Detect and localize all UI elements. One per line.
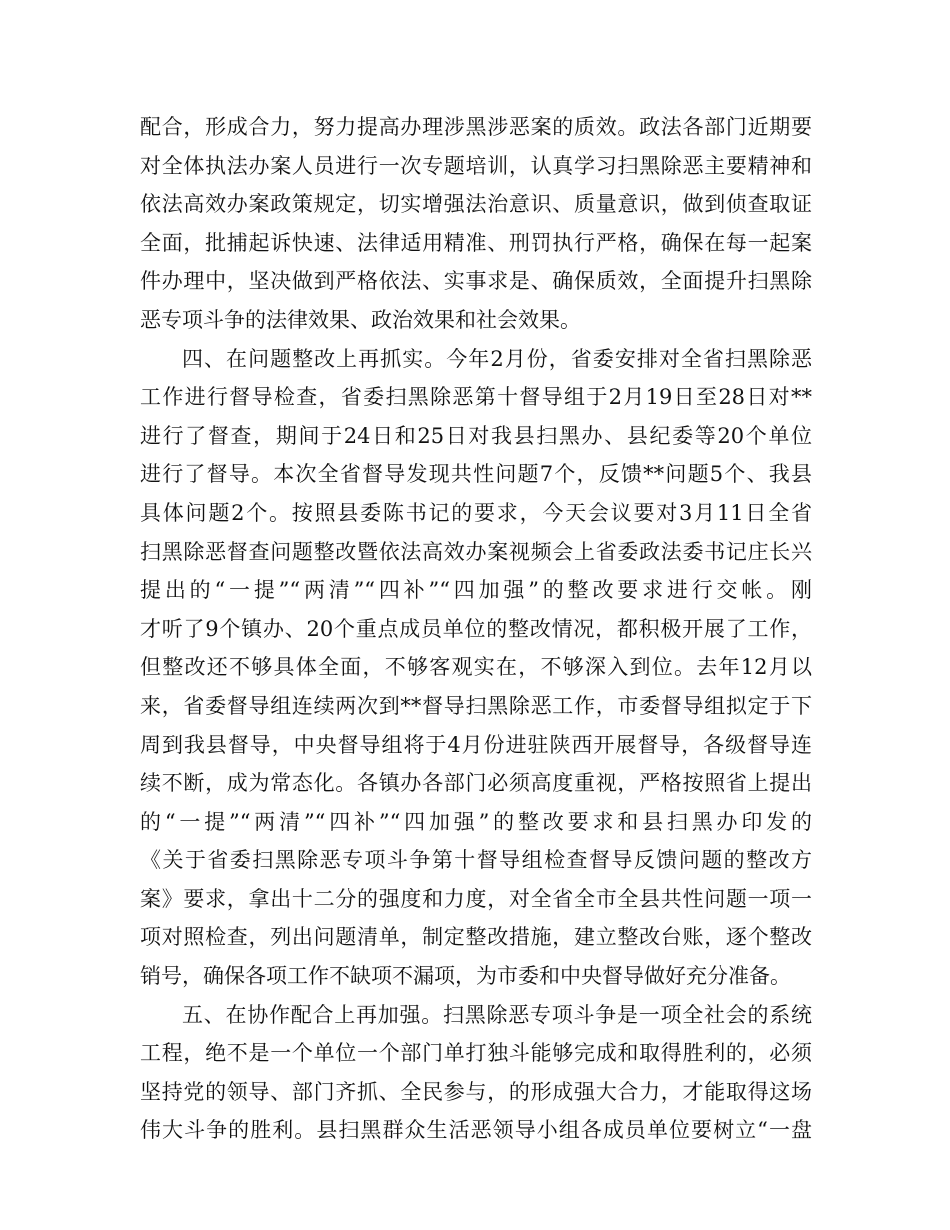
text-line: 才听了9个镇办、20个重点成员单位的整改情况，都积极开展了工作， [140, 616, 812, 641]
text-line: 五、在协作配合上再加强。扫黑除恶专项斗争是一项全社会的系统 [182, 1002, 812, 1027]
text-line: 工作进行督导检查，省委扫黑除恶第十督导组于2月19日至28日对** [140, 385, 812, 410]
document-body [140, 108, 812, 1150]
text-line: 恶专项斗争的法律效果、政治效果和社会效果。 [140, 307, 581, 332]
text-line: 具体问题2个。按照县委陈书记的要求，今天会议要对3月11日全省 [140, 500, 812, 525]
text-line: 进行了督导。本次全省督导发现共性问题7个，反馈**问题5个、我县 [140, 462, 812, 487]
text-line: 的“一提”“两清”“四补”“四加强”的整改要求和县扫黑办印发的 [140, 809, 812, 834]
text-line: 坚持党的领导、部门齐抓、全民参与，的形成强大合力，才能取得这场 [140, 1079, 812, 1104]
text-line: 依法高效办案政策规定，切实增强法治意识、质量意识，做到侦查取证 [140, 192, 812, 217]
text-line: 对全体执法办案人员进行一次专题培训，认真学习扫黑除恶主要精神和 [140, 153, 812, 178]
text-line: 伟大斗争的胜利。县扫黑群众生活恶领导小组各成员单位要树立“一盘 [140, 1118, 812, 1143]
text-line: 续不断，成为常态化。各镇办各部门必须高度重视，严格按照省上提出 [140, 771, 812, 796]
text-line: 项对照检查，列出问题清单，制定整改措施，建立整改台账，逐个整改 [140, 925, 812, 950]
text-line: 四、在问题整改上再抓实。今年2月份，省委安排对全省扫黑除恶 [182, 346, 812, 371]
text-line: 但整改还不够具体全面，不够客观实在，不够深入到位。去年12月以 [140, 655, 812, 680]
text-line: 案》要求，拿出十二分的强度和力度，对全省全市全县共性问题一项一 [140, 886, 812, 911]
text-line: 销号，确保各项工作不缺项不漏项，为市委和中央督导做好充分准备。 [140, 964, 791, 989]
text-line: 《关于省委扫黑除恶专项斗争第十督导组检查督导反馈问题的整改方 [140, 848, 812, 873]
text-line: 提出的“一提”“两清”“四补”“四加强”的整改要求进行交帐。刚 [140, 578, 812, 603]
text-line: 配合，形成合力，努力提高办理涉黑涉恶案的质效。政法各部门近期要 [140, 115, 812, 139]
text-line: 全面，批捕起诉快速、法律适用精准、刑罚执行严格，确保在每一起案 [140, 230, 812, 255]
text-line: 工程，绝不是一个单位一个部门单打独斗能够完成和取得胜利的，必须 [140, 1041, 812, 1066]
text-line: 进行了督查，期间于24日和25日对我县扫黑办、县纪委等20个单位 [140, 423, 812, 448]
text-line: 件办理中，坚决做到严格依法、实事求是、确保质效，全面提升扫黑除 [140, 269, 812, 294]
text-line: 扫黑除恶督查问题整改暨依法高效办案视频会上省委政法委书记庄长兴 [140, 539, 812, 564]
text-line: 来，省委督导组连续两次到**督导扫黑除恶工作，市委督导组拟定于下 [140, 693, 812, 718]
text-line: 周到我县督导，中央督导组将于4月份进驻陕西开展督导，各级督导连 [140, 732, 812, 757]
